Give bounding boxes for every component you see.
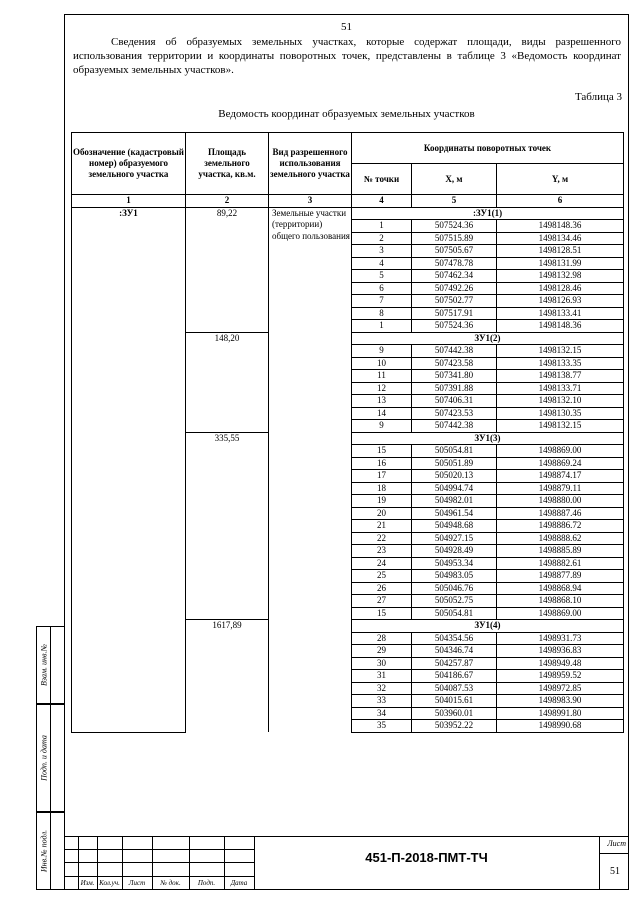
coord-y: 1498132.15 [497,345,624,358]
coord-x: 507524.36 [412,320,497,333]
header-x: X, м [412,164,497,195]
page-frame [64,14,629,890]
coord-y: 1498134.46 [497,232,624,245]
coord-x: 504015.61 [412,695,497,708]
coord-y: 1498879.11 [497,482,624,495]
coord-y: 1498869.00 [497,607,624,620]
coord-x: 504961.54 [412,507,497,520]
coord-x: 505020.13 [412,470,497,483]
coord-y: 1498991.80 [497,707,624,720]
coord-x: 507517.91 [412,307,497,320]
coord-x: 507391.88 [412,382,497,395]
coord-x: 504087.53 [412,682,497,695]
point-number: 25 [352,570,412,583]
header-designation: Обозначение (кадастровый номер) образуемого земельного участка [72,133,186,195]
point-number: 33 [352,695,412,708]
point-number: 12 [352,382,412,395]
coord-y: 1498874.17 [497,470,624,483]
coord-y: 1498126.93 [497,295,624,308]
point-number: 1 [352,220,412,233]
coord-y: 1498936.83 [497,645,624,658]
coord-x: 504983.05 [412,570,497,583]
table-title: Ведомость координат образуемых земельных участков [218,108,475,120]
document-code: 451-П-2018-ПМТ-ТЧ [365,850,488,865]
point-number: 24 [352,557,412,570]
coord-y: 1498888.62 [497,532,624,545]
coord-y: 1498131.99 [497,257,624,270]
point-number: 3 [352,245,412,258]
coord-x: 507492.26 [412,282,497,295]
coord-y: 1498133.35 [497,357,624,370]
point-number: 32 [352,682,412,695]
point-number: 16 [352,457,412,470]
point-number: 7 [352,295,412,308]
point-number: 15 [352,607,412,620]
coord-x: 505052.75 [412,595,497,608]
coord-y: 1498880.00 [497,495,624,508]
point-number: 31 [352,670,412,683]
coord-x: 505054.81 [412,607,497,620]
column-number: 3 [269,195,352,208]
side-label-vzam: Взам. инв.№ [39,643,48,687]
coord-x: 504186.67 [412,670,497,683]
column-number: 4 [352,195,412,208]
caption-data: Дата [230,879,248,887]
coord-y: 1498133.71 [497,382,624,395]
coord-x: 504927.15 [412,532,497,545]
header-area: Площадь земельного участка, кв.м. [186,133,269,195]
parcel-designation: :ЗУ1 [72,207,186,732]
coord-y: 1498869.24 [497,457,624,470]
title-block [64,836,629,890]
column-number: 2 [186,195,269,208]
point-number: 6 [352,282,412,295]
side-box-inv [36,812,64,890]
use-type: Земельные участки (территории) общего пользования [269,207,352,732]
point-number: 11 [352,370,412,383]
point-number: 4 [352,257,412,270]
coord-x: 504994.74 [412,482,497,495]
point-number: 18 [352,482,412,495]
coord-y: 1498990.68 [497,720,624,733]
coordinates-body [72,207,624,732]
parcel-area: 335,55 [186,432,269,620]
coord-y: 1498882.61 [497,557,624,570]
coord-x: 507341.80 [412,370,497,383]
coord-x: 507478.78 [412,257,497,270]
parcel-area: 148,20 [186,332,269,432]
coord-y: 1498132.10 [497,395,624,408]
page-number: 51 [341,21,352,33]
coord-y: 1498887.46 [497,507,624,520]
coord-y: 1498949.48 [497,657,624,670]
caption-list: Лист [128,879,146,887]
column-number: 5 [412,195,497,208]
coord-x: 504346.74 [412,645,497,658]
sheet-number: 51 [610,866,620,877]
coord-x: 507505.67 [412,245,497,258]
point-number: 1 [352,320,412,333]
coord-y: 1498983.90 [497,695,624,708]
coord-x: 507406.31 [412,395,497,408]
side-label-inv: Инв.№ подл. [39,829,48,873]
point-number: 9 [352,345,412,358]
point-number: 14 [352,407,412,420]
coord-x: 507462.34 [412,270,497,283]
coord-x: 507442.38 [412,420,497,433]
parcel-area: 1617,89 [186,620,269,733]
point-number: 10 [352,357,412,370]
coord-x: 507423.53 [412,407,497,420]
group-title-row [72,207,624,220]
coord-y: 1498868.94 [497,582,624,595]
side-stamp [36,626,64,890]
header-coordinates: Координаты поворотных точек [352,133,624,164]
coord-y: 1498886.72 [497,520,624,533]
point-number: 8 [352,307,412,320]
coord-y: 1498138.77 [497,370,624,383]
side-box-podp [36,704,64,812]
coord-x: 507423.58 [412,357,497,370]
parcel-area: 89,22 [186,207,269,332]
coord-y: 1498959.52 [497,670,624,683]
point-number: 19 [352,495,412,508]
group-title: ЗУ1(3) [352,432,624,445]
point-number: 21 [352,520,412,533]
point-number: 2 [352,232,412,245]
coord-y: 1498133.41 [497,307,624,320]
coord-y: 1498972.85 [497,682,624,695]
caption-ndok: № док. [160,879,181,887]
coord-x: 504354.56 [412,632,497,645]
intro-paragraph: Сведения об образуемых земельных участках, которые содержат площади, виды разрешенного использования территории и координаты поворотных точек, представлены в таблице 3 «Ведомость координат образуемых земельных участков». [73,36,621,76]
caption-izm: Изм. [80,879,95,887]
coord-x: 504982.01 [412,495,497,508]
coord-x: 504257.87 [412,657,497,670]
header-point-number: № точки [352,164,412,195]
header-y: Y, м [497,164,624,195]
header-use-type: Вид разрешенного использования земельного участка [269,133,352,195]
point-number: 22 [352,532,412,545]
point-number: 30 [352,657,412,670]
group-title: :ЗУ1(1) [352,207,624,220]
coord-y: 1498148.36 [497,220,624,233]
coord-x: 507524.36 [412,220,497,233]
group-title: ЗУ1(4) [352,620,624,633]
point-number: 5 [352,270,412,283]
point-number: 27 [352,595,412,608]
coord-x: 505046.76 [412,582,497,595]
coord-x: 504928.49 [412,545,497,558]
coord-y: 1498148.36 [497,320,624,333]
coord-y: 1498877.89 [497,570,624,583]
point-number: 28 [352,632,412,645]
column-number: 1 [72,195,186,208]
coord-x: 507442.38 [412,345,497,358]
caption-koluch: Кол.уч. [99,879,120,887]
coord-y: 1498868.10 [497,595,624,608]
column-number-row [72,195,624,208]
point-number: 26 [352,582,412,595]
coord-x: 503960.01 [412,707,497,720]
coord-x: 507502.77 [412,295,497,308]
coordinates-table [71,132,624,733]
point-number: 13 [352,395,412,408]
group-title: ЗУ1(2) [352,332,624,345]
coord-x: 504953.34 [412,557,497,570]
point-number: 20 [352,507,412,520]
coord-y: 1498132.15 [497,420,624,433]
point-number: 35 [352,720,412,733]
coord-y: 1498885.89 [497,545,624,558]
column-number: 6 [497,195,624,208]
coord-y: 1498931.73 [497,632,624,645]
coord-y: 1498869.00 [497,445,624,458]
side-box-vzam [36,626,64,704]
caption-podp: Подп. [197,879,216,887]
point-number: 23 [352,545,412,558]
coord-y: 1498132.98 [497,270,624,283]
point-number: 29 [352,645,412,658]
coord-x: 507515.89 [412,232,497,245]
point-number: 34 [352,707,412,720]
coord-x: 505054.81 [412,445,497,458]
coord-x: 503952.22 [412,720,497,733]
coord-y: 1498130.35 [497,407,624,420]
point-number: 17 [352,470,412,483]
side-label-podp: Подп. и дата [39,735,48,781]
sheet-label: Лист [607,839,626,848]
coord-y: 1498128.46 [497,282,624,295]
point-number: 9 [352,420,412,433]
coord-x: 505051.89 [412,457,497,470]
coord-y: 1498128.51 [497,245,624,258]
table-caption-number: Таблица 3 [574,91,622,103]
point-number: 15 [352,445,412,458]
coord-x: 504948.68 [412,520,497,533]
